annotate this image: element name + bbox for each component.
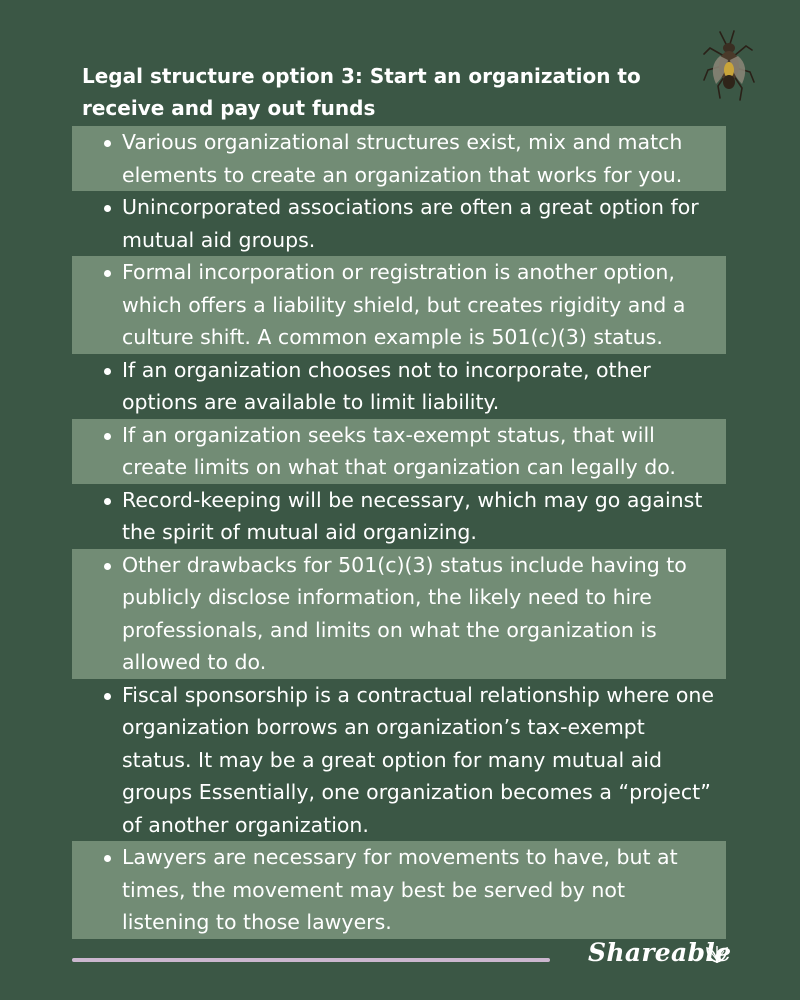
bullet-list: [72, 126, 726, 939]
bullet-dot-icon: [104, 205, 111, 212]
bullet-dot-icon: [104, 498, 111, 505]
bullet-text: Record-keeping will be necessary, which may go against the spirit of mutual aid organizing.: [122, 487, 703, 544]
bullet-item: [72, 484, 726, 549]
bullet-text: Fiscal sponsorship is a contractual relationship where one organization borrows an organization’s tax-exempt status. It may be a great option for many mutual aid groups Essentially, one organization becomes a “project” of another organization.: [122, 682, 715, 837]
bullet-dot-icon: [104, 140, 111, 147]
bullet-item: [72, 841, 726, 939]
bullet-dot-icon: [104, 368, 111, 375]
brand-logo: Shareable: [588, 938, 732, 967]
bullet-dot-icon: [104, 433, 111, 440]
bullet-text: If an organization chooses not to incorporate, other options are available to limit liability.: [122, 357, 651, 414]
bullet-dot-icon: [104, 855, 111, 862]
bug-icon: [698, 26, 758, 104]
bullet-item: [72, 191, 726, 256]
bullet-dot-icon: [104, 270, 111, 277]
bullet-item: [72, 679, 726, 842]
bullet-item: [72, 419, 726, 484]
bullet-text: Formal incorporation or registration is another option, which offers a liability shield, but creates rigidity and a culture shift. A common example is 501(c)(3) status.: [122, 260, 686, 349]
page-title: Legal structure option 3: Start an organization to receive and pay out funds: [82, 64, 641, 120]
bullet-item: [72, 549, 726, 679]
bullet-item: [72, 354, 726, 419]
bullet-dot-icon: [104, 563, 111, 570]
bullet-text: Various organizational structures exist, mix and match elements to create an organization that works for you.: [122, 130, 683, 187]
divider: [72, 958, 550, 962]
bullet-item: [72, 126, 726, 191]
bullet-text: If an organization seeks tax-exempt status, that will create limits on what that organization can legally do.: [122, 422, 676, 479]
bullet-item: [72, 256, 726, 354]
bullet-dot-icon: [104, 693, 111, 700]
bullet-text: Lawyers are necessary for movements to have, but at times, the movement may best be served by not listening to those lawyers.: [122, 845, 678, 934]
leaf-icon: [704, 942, 730, 964]
bullet-text: Other drawbacks for 501(c)(3) status include having to publicly disclose information, the likely need to hire professionals, and limits on what the organization is allowed to do.: [122, 552, 687, 674]
bullet-text: Unincorporated associations are often a great option for mutual aid groups.: [122, 195, 699, 252]
